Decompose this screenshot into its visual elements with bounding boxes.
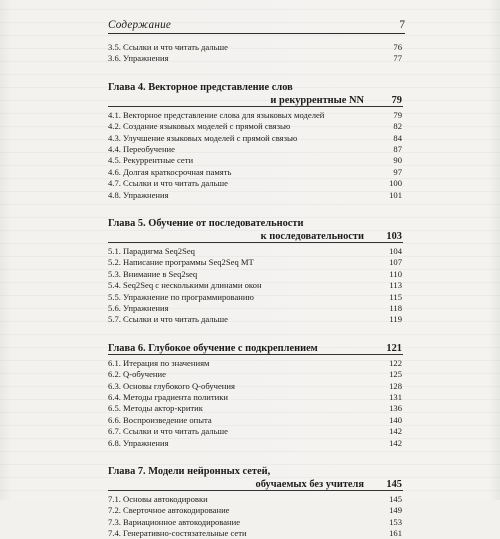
toc-section-label: 6.4. Методы градиента политики: [108, 392, 229, 402]
toc-section-page: 82: [393, 121, 402, 132]
toc-section-label: 6.2. Q-обучение: [108, 369, 166, 380]
toc-section-entry: [108, 280, 402, 291]
toc-chapter-title-line1: Глава 5. Обучение от последовательности: [108, 218, 304, 229]
toc-section-label: 4.1. Векторное представление слова для языковых моделей: [108, 109, 325, 120]
toc-chapter-title-line2: к последовательности: [260, 231, 364, 242]
toc-section-page: 113: [389, 280, 402, 291]
toc-section-page: 145: [389, 494, 402, 504]
toc-section-page: 142: [389, 426, 402, 437]
toc-section-label: 5.4. Seq2Seq с несколькими длинами окон: [108, 280, 262, 291]
toc-chapter-title: [108, 465, 402, 478]
toc-section-label: 7.2. Сверточное автокодирование: [108, 505, 230, 516]
toc-section-entry: [108, 42, 402, 53]
chapter-rule: [108, 242, 403, 243]
running-header-title: Содержание: [108, 19, 172, 31]
toc-section-entry: [108, 415, 402, 426]
toc-section-entry: [108, 358, 402, 369]
toc-section-label: 5.2. Написание программы Seq2Seq MT: [108, 257, 254, 268]
toc-section-page: 104: [389, 246, 402, 256]
toc-section-label: 4.7. Ссылки и что читать дальше: [108, 178, 228, 189]
toc-section-entry: [108, 303, 402, 314]
toc-section-page: 101: [389, 189, 402, 200]
chapter-rule: [108, 106, 403, 107]
toc-section-page: 79: [393, 109, 402, 120]
toc-section-page: 153: [389, 516, 402, 527]
chapter-rule: [108, 354, 403, 355]
toc-chapter-title-line2: и рекуррентные NN: [270, 94, 364, 106]
toc-section-label: 5.3. Внимание в Seq2seq: [108, 268, 198, 279]
toc-section-entry: [108, 292, 402, 303]
toc-section-page: 100: [389, 178, 402, 189]
toc-section-entry: [108, 167, 402, 178]
toc-section-label: 4.2. Создание языковых моделей с прямой связью: [108, 121, 291, 132]
toc-section-label: 4.6. Долгая краткосрочная память: [108, 166, 232, 177]
toc-section-page: 119: [389, 314, 402, 325]
toc-section-entry: [108, 53, 402, 64]
toc-section-label: 6.6. Воспроизведение опыта: [108, 414, 212, 425]
toc-chapter-page: 79: [391, 94, 402, 106]
toc-section-entry: [108, 144, 402, 155]
toc-chapter-title: [108, 81, 402, 94]
toc-chapter-title: [108, 217, 402, 230]
page-number: 7: [399, 19, 405, 31]
toc-section-page: 140: [389, 414, 402, 425]
toc-section-page: 122: [389, 357, 402, 368]
toc-section-entry: [108, 110, 402, 121]
toc-section-page: 131: [389, 392, 402, 402]
toc-section-entry: [108, 178, 402, 189]
toc-section-page: 115: [389, 291, 402, 302]
toc-section-entry: [108, 190, 402, 201]
toc-chapter-title-line1: Глава 7. Модели нейронных сетей,: [108, 466, 271, 477]
toc-section-page: 76: [393, 42, 402, 52]
toc-chapter-title-line2: обучаемых без учителя: [255, 479, 364, 490]
toc-section-page: 97: [393, 166, 402, 177]
toc-section-entry: [108, 528, 402, 539]
toc-section-label: 7.3. Вариационное автокодирование: [108, 516, 241, 527]
toc-section-label: 6.3. Основы глубокого Q-обучения: [108, 380, 235, 391]
toc-section-page: 84: [393, 132, 402, 143]
toc-section-entry: [108, 392, 402, 403]
toc-section-label: 4.8. Упражнения: [108, 189, 169, 200]
toc-section-label: 4.3. Улучшение языковых моделей с прямой связью: [108, 132, 298, 143]
toc-section-page: 118: [389, 303, 402, 313]
header-rule: [108, 33, 405, 34]
toc-section-label: 3.6. Упражнения: [108, 53, 169, 64]
toc-section-entry: [108, 133, 402, 144]
toc-section-entry: [108, 246, 402, 257]
toc-chapter-title-line1: Глава 6. Глубокое обучение с подкреплением: [108, 342, 318, 354]
toc-chapter-page: 121: [386, 342, 402, 354]
toc-section-entry: [108, 494, 402, 505]
toc-section-page: 136: [389, 403, 402, 414]
toc-section-page: 161: [389, 528, 402, 539]
toc-section-label: 4.5. Рекуррентные сети: [108, 155, 194, 166]
toc-section-entry: [108, 121, 402, 132]
toc-section-entry: [108, 369, 402, 380]
toc-section-page: 107: [389, 257, 402, 268]
toc-section-label: 5.1. Парадигма Seq2Seq: [108, 246, 195, 256]
toc-section-entry: [108, 517, 402, 528]
toc-section-page: 128: [389, 380, 402, 391]
toc-section-label: 3.5. Ссылки и что читать дальше: [108, 42, 228, 52]
toc-chapter-title-line1: Глава 4. Векторное представление слов: [108, 81, 293, 93]
toc-section-page: 87: [393, 144, 402, 154]
toc-section-entry: [108, 505, 402, 516]
toc-section-label: 5.7. Ссылки и что читать дальше: [108, 314, 228, 325]
toc-section-page: 90: [393, 155, 402, 166]
toc-section-label: 6.1. Итерация по значениям: [108, 357, 210, 368]
toc-section-label: 7.1. Основы автокодировки: [108, 494, 208, 504]
toc-section-label: 6.8. Упражнения: [108, 437, 169, 448]
toc-section-entry: [108, 269, 402, 280]
toc-section-page: 77: [393, 53, 402, 64]
toc-section-label: 5.6. Упражнения: [108, 303, 169, 313]
toc-section-entry: [108, 155, 402, 166]
toc-section-entry: [108, 426, 402, 437]
chapter-rule: [108, 490, 403, 491]
toc-section-entry: [108, 403, 402, 414]
toc-section-label: 4.4. Переобучение: [108, 144, 175, 154]
toc-section-label: 6.5. Методы актор-критик: [108, 403, 203, 414]
toc-chapter-page: 103: [386, 231, 402, 242]
toc-section-entry: [108, 257, 402, 268]
toc-section-page: 142: [389, 437, 402, 448]
toc-section-page: 149: [389, 505, 402, 516]
toc-section-entry: [108, 314, 402, 325]
toc-section-label: 7.4. Генеративно-состязательные сети: [108, 528, 247, 539]
toc-section-entry: [108, 381, 402, 392]
toc-section-entry: [108, 438, 402, 449]
toc-section-label: 6.7. Ссылки и что читать дальше: [108, 426, 228, 437]
toc-chapter-page: 145: [386, 479, 402, 490]
toc-section-page: 110: [389, 268, 402, 279]
toc-section-label: 5.5. Упражнение по программированию: [108, 291, 254, 302]
toc-section-page: 125: [389, 369, 402, 380]
